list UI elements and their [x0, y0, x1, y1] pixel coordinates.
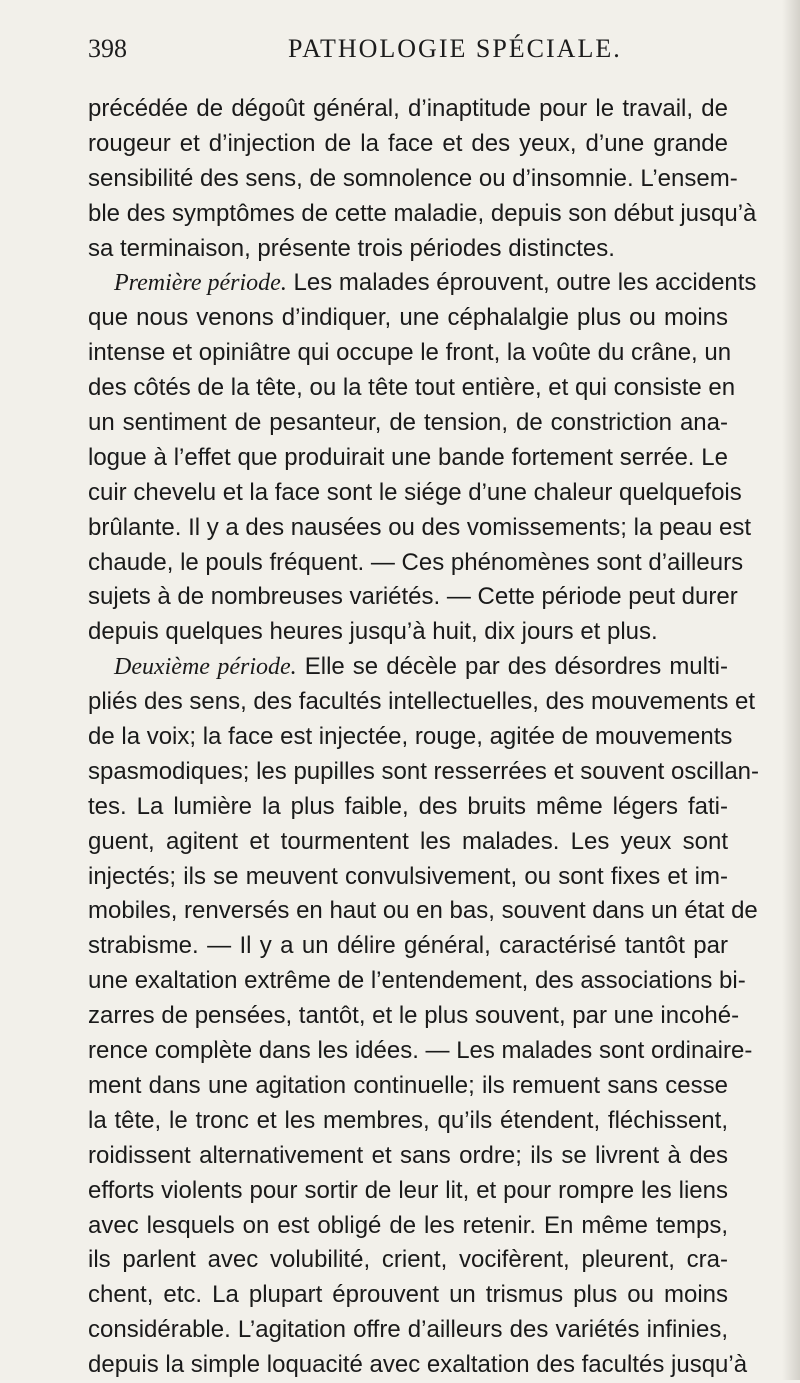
page-number: 398	[88, 34, 127, 63]
line-text: avec lesquels on est obligé de les retenir. En même temps,	[88, 1211, 728, 1239]
line-text: spasmodiques; les pupilles sont resserrées et souvent oscillan-	[88, 757, 760, 785]
text-line	[88, 371, 736, 406]
text-line	[88, 894, 758, 929]
text-line	[88, 1313, 728, 1348]
line-text: que nous venons d’indiquer, une céphalalgie plus ou moins	[88, 304, 728, 332]
page-header	[88, 34, 728, 74]
text-line	[88, 162, 738, 197]
line-text: depuis la simple loquacité avec exaltation des facultés jusqu’à	[88, 1351, 748, 1379]
line-text: logue à l’effet que produirait une bande fortement serrée. Le	[88, 443, 728, 471]
line-text: des côtés de la tête, ou la tête tout entière, et qui consiste en	[88, 374, 736, 402]
line-text: tes. La lumière la plus faible, des bruits même légers fati-	[88, 792, 728, 820]
page-edge-shadow	[782, 0, 800, 1380]
text-line	[88, 1278, 728, 1313]
text-line	[88, 685, 756, 720]
section-heading-italic: Première période.	[114, 270, 287, 297]
line-text: sensibilité des sens, de somnolence ou d’insomnie. L’ensem-	[88, 164, 738, 192]
line-text: de la voix; la face est injectée, rouge, agitée de mouvements	[88, 723, 733, 751]
text-line	[88, 615, 728, 650]
text-line	[88, 1104, 728, 1139]
text-line	[88, 790, 728, 825]
line-text: Les malades éprouvent, outre les accidents	[286, 269, 757, 297]
text-line	[88, 476, 742, 511]
text-line	[88, 1209, 728, 1244]
line-text: chent, etc. La plupart éprouvent un trismus plus ou moins	[88, 1281, 728, 1309]
line-text: Elle se décèle par des désordres multi-	[296, 653, 728, 681]
line-text: ble des symptômes de cette maladie, depuis son début jusqu’à	[88, 199, 757, 227]
line-text: intense et opiniâtre qui occupe le front, la voûte du crâne, un	[88, 339, 732, 367]
line-text: brûlante. Il y a des nausées ou des vomissements; la peau est	[88, 513, 752, 541]
text-line	[88, 720, 733, 755]
text-line	[88, 232, 728, 267]
text-line	[88, 1139, 728, 1174]
line-text: un sentiment de pesanteur, de tension, de constriction ana-	[88, 409, 728, 437]
line-text: chaude, le pouls fréquent. — Ces phénomènes sont d’ailleurs	[88, 548, 744, 576]
text-line	[88, 650, 728, 685]
line-text: injectés; ils se meuvent convulsivement, ou sont fixes et im-	[88, 862, 728, 890]
line-text: depuis quelques heures jusqu’à huit, dix jours et plus.	[88, 618, 658, 646]
text-line	[88, 1174, 728, 1209]
line-text: une exaltation extrême de l’entendement, des associations bi-	[88, 967, 746, 995]
text-line	[88, 1348, 748, 1383]
line-text: ment dans une agitation continuelle; ils remuent sans cesse	[88, 1071, 728, 1099]
line-text: strabisme. — Il y a un délire général, caractérisé tantôt par	[88, 932, 728, 960]
text-line	[88, 1243, 728, 1278]
line-text: considérable. L’agitation offre d’ailleurs des variétés infinies,	[88, 1316, 728, 1344]
line-text: pliés des sens, des facultés intellectuelles, des mouvements et	[88, 688, 756, 716]
line-text: mobiles, renversés en haut ou en bas, souvent dans un état de	[88, 897, 758, 925]
text-line	[88, 197, 757, 232]
line-text: la tête, le tronc et les membres, qu’ils étendent, fléchissent,	[88, 1106, 728, 1134]
section-heading-italic: Deuxième période.	[114, 654, 297, 681]
line-text: rence complète dans les idées. — Les malades sont ordinaire-	[88, 1037, 753, 1065]
line-text: précédée de dégoût général, d’inaptitude pour le travail, de	[88, 95, 728, 122]
text-line	[88, 441, 728, 476]
line-text: cuir chevelu et la face sont le siége d’une chaleur quelquefois	[88, 478, 742, 506]
text-line	[88, 336, 732, 371]
text-line	[88, 266, 757, 301]
text-line	[88, 127, 728, 162]
line-text: sa terminaison, présente trois périodes distinctes.	[88, 234, 615, 262]
line-text: ils parlent avec volubilité, crient, vocifèrent, pleurent, cra-	[88, 1246, 728, 1274]
text-line	[88, 511, 752, 546]
text-line	[88, 929, 728, 964]
line-text: roidissent alternativement et sans ordre; ils se livrent à des	[88, 1141, 728, 1169]
line-text: guent, agitent et tourmentent les malades. Les yeux sont	[88, 827, 728, 855]
text-line	[88, 860, 728, 895]
text-line	[88, 1069, 728, 1104]
text-line	[88, 406, 728, 441]
text-line	[88, 301, 728, 336]
text-line	[88, 546, 744, 581]
text-line	[88, 92, 728, 127]
text-line	[88, 825, 728, 860]
line-text: rougeur et d’injection de la face et des yeux, d’une grande	[88, 129, 728, 157]
text-line	[88, 755, 760, 790]
running-head: PATHOLOGIE SPÉCIALE.	[288, 34, 622, 63]
body-text	[88, 92, 760, 1383]
line-text: zarres de pensées, tantôt, et le plus souvent, par une incohé-	[88, 1002, 740, 1030]
line-text: sujets à de nombreuses variétés. — Cette période peut durer	[88, 583, 738, 611]
text-line	[88, 964, 746, 999]
text-line	[88, 1034, 753, 1069]
text-line	[88, 580, 738, 615]
line-text: efforts violents pour sortir de leur lit, et pour rompre les liens	[88, 1176, 728, 1204]
text-line	[88, 999, 740, 1034]
